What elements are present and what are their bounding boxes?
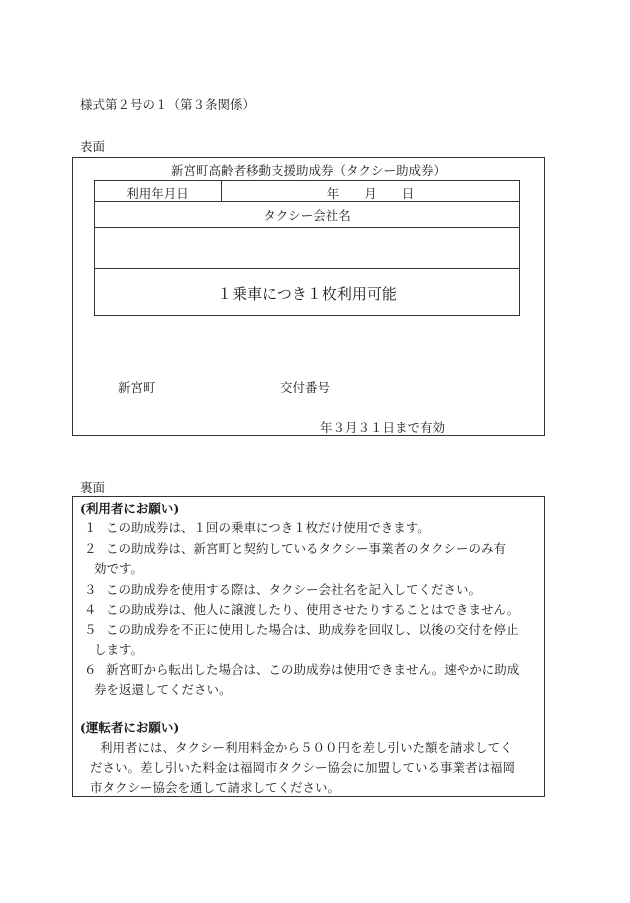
driver-notes-heading: (運転者にお願い) xyxy=(80,720,180,735)
user-note-3: ３ この助成券を使用する際は、タクシー会社名を記入してください。 xyxy=(84,582,482,597)
row-divider-2 xyxy=(94,227,520,228)
driver-note-line-3: 市タクシー協会を通して請求してください。 xyxy=(90,780,341,795)
form-number: 様式第２号の１（第３条関係） xyxy=(80,97,256,112)
driver-note-line-1: 利用者には、タクシー利用料金から５００円を差し引いた額を請求してく xyxy=(100,740,513,755)
user-note-5: ５ この助成券を不正に使用した場合は、助成券を回収し、以後の交付を停止 します。 xyxy=(84,622,519,657)
user-note-6: ６ 新宮町から転出した場合は、この助成券は使用できません。速やかに助成 券を返還してください。 xyxy=(84,662,520,697)
usage-rule: １乗車につき１枚利用可能 xyxy=(217,285,397,303)
front-section-label: 表面 xyxy=(80,139,106,154)
company-name-field[interactable] xyxy=(96,229,518,267)
validity-text: 年３月３１日まで有効 xyxy=(320,420,446,435)
user-notes-heading: (利用者にお願い) xyxy=(80,501,180,516)
ticket-title: 新宮町高齢者移動支援助成券（タクシー助成券） xyxy=(170,163,446,178)
row-divider-3 xyxy=(94,268,520,269)
use-date-field[interactable]: 年 月 日 xyxy=(326,186,415,201)
company-name-label: タクシー会社名 xyxy=(263,208,351,223)
serial-number-label: 交付番号 xyxy=(280,380,331,395)
user-note-1: １ この助成券は、１回の乗車につき１枚だけ使用できます。 xyxy=(84,520,430,535)
issuer-name: 新宮町 xyxy=(118,380,156,395)
use-date-label: 利用年月日 xyxy=(126,186,189,201)
user-note-2: ２ この助成券は、新宮町と契約しているタクシー事業者のタクシーのみ有 効です。 xyxy=(84,541,507,576)
driver-note-line-2: ださい。差し引いた料金は福岡市タクシー協会に加盟している事業者は福岡 xyxy=(90,760,516,775)
back-section-label: 裏面 xyxy=(80,480,106,495)
user-note-4: ４ この助成券は、他人に譲渡したり、使用させたりすることはできません。 xyxy=(84,602,520,617)
